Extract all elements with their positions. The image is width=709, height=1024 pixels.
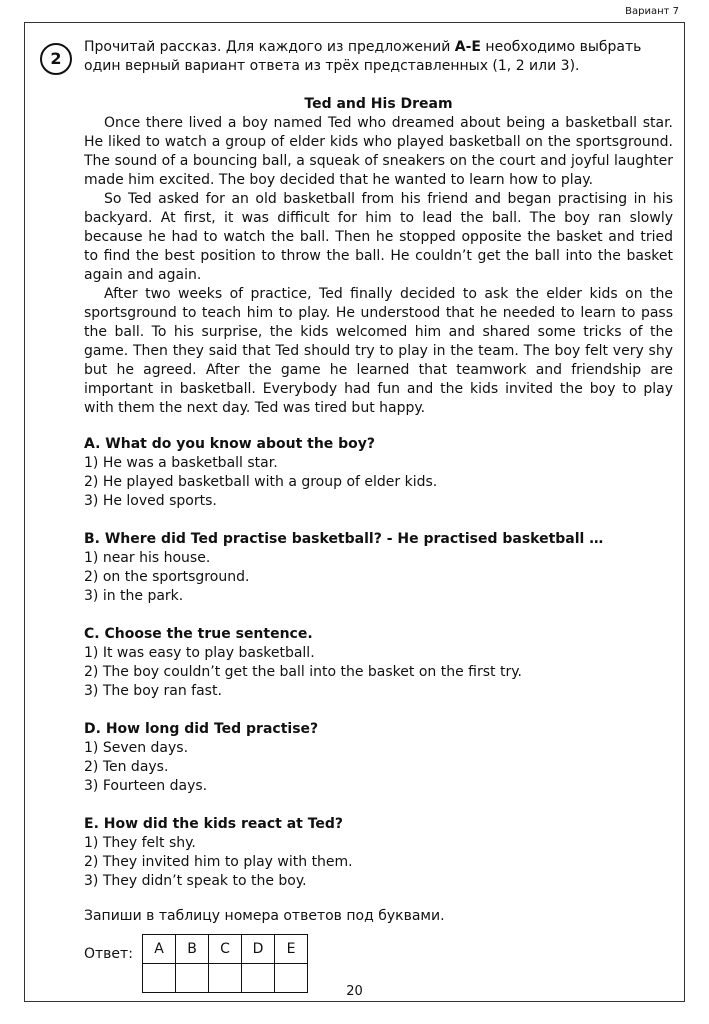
answer-label: Ответ: [84,946,133,962]
story-body [84,114,673,418]
question-a [84,435,673,511]
answer-option: 2) The boy couldn’t get the ball into the basket on the first try. [84,664,522,680]
answer-option: 3) Fourteen days. [84,778,208,794]
answer-instruction: Запиши в таблицу номера ответов под буквами. [84,908,445,924]
answer-option: 3) The boy ran fast. [84,683,222,699]
answer-option: 2) Ten days. [84,759,169,775]
question-c [84,625,673,701]
question-title: E. How did the kids react at Ted? [84,816,344,832]
answer-option: 3) in the park. [84,588,184,604]
answer-column-header: B [176,935,209,964]
instruction-bold-range: A-E [454,39,481,55]
instruction-text-start: Прочитай рассказ. Для каждого из предложений [84,39,455,55]
story-paragraph: So Ted asked for an old basketball from his friend and began practising in his backyard. At first, it was difficult for him to lead the ball. The boy ran slowly because he had to watch the ball. Then he stopped opposite the basket and tried to find the best position to throw the ball. He couldn’t get the ball into the basket again and again. [84,191,673,283]
question-d [84,720,673,796]
answer-option: 2) on the sportsground. [84,569,250,585]
task-instruction [84,38,673,76]
page-number: 20 [346,984,363,999]
instruction-text-end: необходимо выбрать один верный вариант ответа из трёх представленных (1, 2 или 3). [84,39,642,74]
answer-option: 1) He was a basketball star. [84,455,278,471]
answer-option: 2) They invited him to play with them. [84,854,353,870]
answer-option: 3) He loved sports. [84,493,217,509]
question-title: B. Where did Ted practise basketball? - He practised basketball … [84,531,604,547]
answer-column-header: E [275,935,308,964]
question-b [84,530,673,606]
answer-option: 1) Seven days. [84,740,189,756]
questions-list [84,435,673,910]
answer-column-header: D [242,935,275,964]
answer-option: 3) They didn’t speak to the boy. [84,873,307,889]
variant-label: Вариант 7 [625,6,679,17]
story-paragraph: Once there lived a boy named Ted who dreamed about being a basketball star. He liked to watch a group of elder kids who played basketball on the sportsground. The sound of a bouncing ball, a squeak of sneakers on the court and joyful laughter made him excited. The boy decided that he wanted to learn how to play. [84,115,673,188]
answer-option: 2) He played basketball with a group of elder kids. [84,474,438,490]
answer-column-header: C [209,935,242,964]
question-title: A. What do you know about the boy? [84,436,376,452]
answer-table-header-row [143,935,308,964]
answer-option: 1) They felt shy. [84,835,196,851]
answer-column-header: A [143,935,176,964]
question-title: D. How long did Ted practise? [84,721,319,737]
question-e [84,815,673,891]
story-title: Ted and His Dream [304,96,453,112]
answer-option: 1) near his house. [84,550,211,566]
task-number-circle: 2 [40,43,72,75]
story-paragraph: After two weeks of practice, Ted finally decided to ask the elder kids on the sportsground to teach him to play. He understood that he needed to learn to pass the ball. To his surprise, the kids welcomed him and shared some tricks of the game. Then they said that Ted should try to play in the team. The boy felt very shy but he agreed. After the game he learned that teamwork and friendship are important in basketball. Everybody had fun and the kids invited the boy to play with them the next day. Ted was tired but happy. [84,286,673,416]
answer-option: 1) It was easy to play basketball. [84,645,315,661]
question-title: C. Choose the true sentence. [84,626,313,642]
